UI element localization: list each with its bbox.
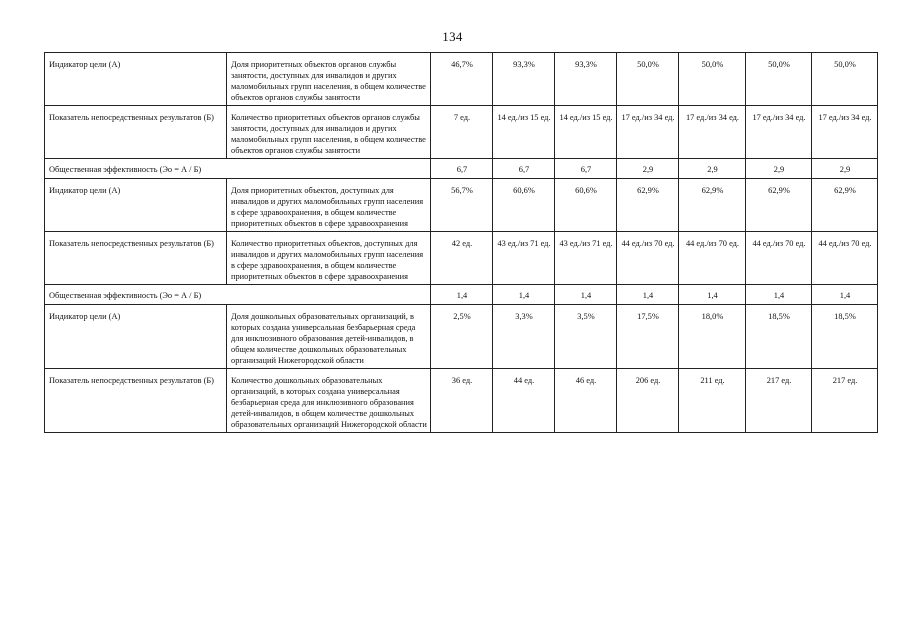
- value-cell: 14 ед./из 15 ед.: [555, 106, 617, 159]
- row-label: Показатель непосредственных результатов (Б): [45, 369, 227, 433]
- value-cell: 217 ед.: [746, 369, 812, 433]
- value-cell: 44 ед.: [493, 369, 555, 433]
- row-description: Доля дошкольных образовательных организаций, в которых создана универсальная безбарьерная среда для инклюзивного образования детей-инвалидов, в общем количестве дошкольных образовательных организаций Нижегородской области: [227, 305, 431, 369]
- value-cell: 46,7%: [431, 53, 493, 106]
- value-cell: 18,5%: [812, 305, 878, 369]
- row-label: Индикатор цели (А): [45, 179, 227, 232]
- value-cell: 18,5%: [746, 305, 812, 369]
- value-cell: 3,3%: [493, 305, 555, 369]
- table-row-efficiency: [45, 159, 878, 179]
- row-label: Индикатор цели (А): [45, 305, 227, 369]
- value-cell: 60,6%: [493, 179, 555, 232]
- value-cell: 93,3%: [555, 53, 617, 106]
- value-cell: 2,9: [679, 159, 746, 179]
- value-cell: 1,4: [493, 285, 555, 305]
- value-cell: 93,3%: [493, 53, 555, 106]
- row-description: Количество приоритетных объектов органов службы занятости, доступных для инвалидов и других маломобильных групп населения, в общем количестве объектов органов службы занятости: [227, 106, 431, 159]
- value-cell: 62,9%: [812, 179, 878, 232]
- value-cell: 62,9%: [746, 179, 812, 232]
- value-cell: 50,0%: [679, 53, 746, 106]
- value-cell: 2,9: [746, 159, 812, 179]
- table-row-result: [45, 106, 878, 159]
- row-description: Количество приоритетных объектов, доступных для инвалидов и других маломобильных групп населения в сфере здравоохранения, в общем количестве приоритетных объектов в сфере здравоохранения: [227, 232, 431, 285]
- value-cell: 46 ед.: [555, 369, 617, 433]
- table-row-result: [45, 232, 878, 285]
- row-label: Показатель непосредственных результатов (Б): [45, 106, 227, 159]
- row-label: Общественная эффективность (Эо = А / Б): [45, 159, 431, 179]
- row-label: Общественная эффективность (Эо = А / Б): [45, 285, 431, 305]
- table-row-indicator: [45, 179, 878, 232]
- value-cell: 1,4: [746, 285, 812, 305]
- value-cell: 42 ед.: [431, 232, 493, 285]
- row-description: Доля приоритетных объектов, доступных для инвалидов и других маломобильных групп населения в сфере здравоохранения, в общем количестве приоритетных объектов в сфере здравоохранения: [227, 179, 431, 232]
- table-row-indicator: [45, 305, 878, 369]
- value-cell: 6,7: [431, 159, 493, 179]
- row-description: Количество дошкольных образовательных организаций, в которых создана универсальная безбарьерная среда для инклюзивного образования детей-инвалидов, в общем количестве дошкольных образовательных организаций Нижегородской области: [227, 369, 431, 433]
- value-cell: 206 ед.: [617, 369, 679, 433]
- value-cell: 17 ед./из 34 ед.: [679, 106, 746, 159]
- value-cell: 62,9%: [679, 179, 746, 232]
- indicators-table: [44, 52, 878, 433]
- value-cell: 1,4: [431, 285, 493, 305]
- value-cell: 50,0%: [746, 53, 812, 106]
- value-cell: 211 ед.: [679, 369, 746, 433]
- value-cell: 3,5%: [555, 305, 617, 369]
- value-cell: 14 ед./из 15 ед.: [493, 106, 555, 159]
- value-cell: 17 ед./из 34 ед.: [812, 106, 878, 159]
- page-number: 134: [442, 29, 463, 44]
- value-cell: 6,7: [555, 159, 617, 179]
- value-cell: 36 ед.: [431, 369, 493, 433]
- value-cell: 60,6%: [555, 179, 617, 232]
- value-cell: 6,7: [493, 159, 555, 179]
- value-cell: 18,0%: [679, 305, 746, 369]
- value-cell: 62,9%: [617, 179, 679, 232]
- value-cell: 44 ед./из 70 ед.: [812, 232, 878, 285]
- value-cell: 44 ед./из 70 ед.: [617, 232, 679, 285]
- row-description: Доля приоритетных объектов органов службы занятости, доступных для инвалидов и других маломобильных групп населения, в общем количестве объектов органов службы занятости: [227, 53, 431, 106]
- row-label: Показатель непосредственных результатов (Б): [45, 232, 227, 285]
- value-cell: 7 ед.: [431, 106, 493, 159]
- value-cell: 17 ед./из 34 ед.: [617, 106, 679, 159]
- value-cell: 2,5%: [431, 305, 493, 369]
- value-cell: 1,4: [555, 285, 617, 305]
- value-cell: 17,5%: [617, 305, 679, 369]
- value-cell: 44 ед./из 70 ед.: [746, 232, 812, 285]
- table-row-efficiency: [45, 285, 878, 305]
- value-cell: 50,0%: [617, 53, 679, 106]
- value-cell: 56,7%: [431, 179, 493, 232]
- table-body: [45, 53, 878, 433]
- value-cell: 1,4: [812, 285, 878, 305]
- value-cell: 217 ед.: [812, 369, 878, 433]
- value-cell: 50,0%: [812, 53, 878, 106]
- value-cell: 44 ед./из 70 ед.: [679, 232, 746, 285]
- table-row-result: [45, 369, 878, 433]
- value-cell: 43 ед./из 71 ед.: [555, 232, 617, 285]
- row-label: Индикатор цели (А): [45, 53, 227, 106]
- value-cell: 43 ед./из 71 ед.: [493, 232, 555, 285]
- value-cell: 2,9: [812, 159, 878, 179]
- value-cell: 1,4: [617, 285, 679, 305]
- value-cell: 2,9: [617, 159, 679, 179]
- table-row-indicator: [45, 53, 878, 106]
- value-cell: 17 ед./из 34 ед.: [746, 106, 812, 159]
- value-cell: 1,4: [679, 285, 746, 305]
